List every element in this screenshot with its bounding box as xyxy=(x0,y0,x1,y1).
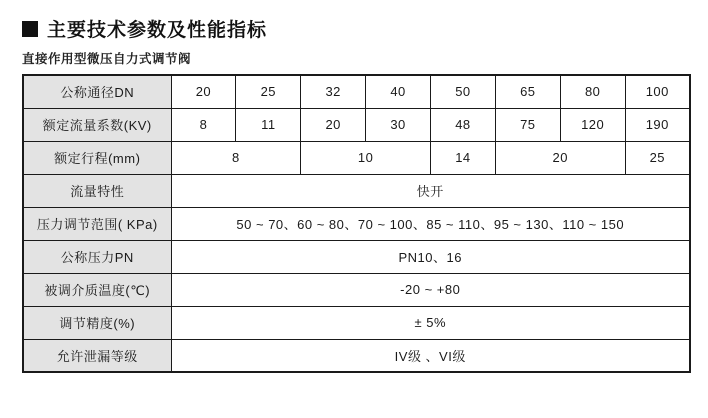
table-cell: 14 xyxy=(431,141,496,174)
table-cell: 20 xyxy=(495,141,625,174)
table-caption: 直接作用型微压自力式调节阀 xyxy=(22,52,192,66)
table-cell: 190 xyxy=(625,108,690,141)
black-square-bullet-icon xyxy=(22,21,38,37)
table-cell: 11 xyxy=(236,108,301,141)
table-cell: IV级 、VI级 xyxy=(171,339,690,372)
spec-table xyxy=(22,74,691,373)
row-label: 流量特性 xyxy=(23,174,171,207)
table-cell: 65 xyxy=(495,75,560,108)
table-row xyxy=(23,141,690,174)
table-cell: PN10、16 xyxy=(171,240,690,273)
row-label: 公称通径DN xyxy=(23,75,171,108)
row-label: 额定流量系数(KV) xyxy=(23,108,171,141)
table-cell: 快开 xyxy=(171,174,690,207)
page-title: 主要技术参数及性能指标 xyxy=(47,20,268,41)
section-header xyxy=(22,15,267,42)
row-label: 压力调节范围( KPa) xyxy=(23,207,171,240)
row-label: 允许泄漏等级 xyxy=(23,339,171,372)
table-row xyxy=(23,207,690,240)
table-cell: 30 xyxy=(366,108,431,141)
row-label: 被调介质温度(℃) xyxy=(23,273,171,306)
table-cell: -20 ~ +80 xyxy=(171,273,690,306)
table-row xyxy=(23,273,690,306)
table-row xyxy=(23,240,690,273)
table-cell: 50 xyxy=(431,75,496,108)
table-cell: 100 xyxy=(625,75,690,108)
table-cell: 8 xyxy=(171,141,301,174)
table-row xyxy=(23,108,690,141)
table-cell: 20 xyxy=(301,108,366,141)
table-row xyxy=(23,339,690,372)
table-cell: 40 xyxy=(366,75,431,108)
table-cell: 120 xyxy=(560,108,625,141)
row-label: 额定行程(mm) xyxy=(23,141,171,174)
table-cell: 50 ~ 70、60 ~ 80、70 ~ 100、85 ~ 110、95 ~ 130、110 ~ 150 xyxy=(171,207,690,240)
table-cell: 10 xyxy=(301,141,431,174)
table-cell: 25 xyxy=(625,141,690,174)
spec-table-body xyxy=(23,75,690,372)
row-label: 公称压力PN xyxy=(23,240,171,273)
row-label: 调节精度(%) xyxy=(23,306,171,339)
table-cell: 80 xyxy=(560,75,625,108)
table-cell: 20 xyxy=(171,75,236,108)
table-cell: 75 xyxy=(495,108,560,141)
table-cell: 32 xyxy=(301,75,366,108)
table-row xyxy=(23,306,690,339)
table-cell: 48 xyxy=(431,108,496,141)
table-cell: ± 5% xyxy=(171,306,690,339)
table-cell: 25 xyxy=(236,75,301,108)
table-row xyxy=(23,174,690,207)
table-cell: 8 xyxy=(171,108,236,141)
table-row xyxy=(23,75,690,108)
